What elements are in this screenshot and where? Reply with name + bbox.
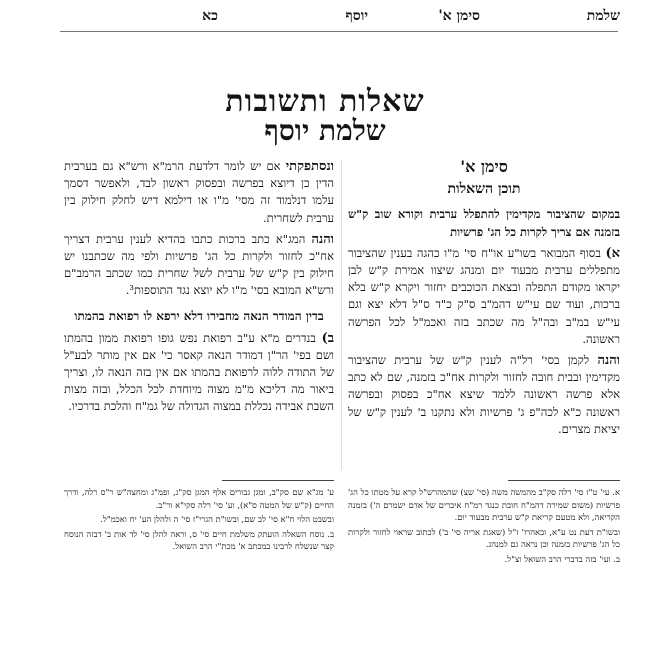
paragraph-vehine xyxy=(348,352,620,438)
paragraph-vehine-lead: והנה xyxy=(597,353,621,369)
paragraph-a-lead: א) xyxy=(605,245,620,261)
toc-heading: תוכן השאלות xyxy=(447,181,521,198)
paragraph-b xyxy=(64,330,334,416)
running-header xyxy=(20,8,630,28)
paragraph-nistapakti xyxy=(64,158,334,227)
paragraph-vehine-2-lead: והנה xyxy=(311,231,334,247)
paragraph-b-lead: ב) xyxy=(321,330,334,346)
footnotes-right xyxy=(348,486,620,567)
header-book-name: שלמת xyxy=(586,8,620,24)
column-divider xyxy=(341,160,342,470)
footnote-rule-right xyxy=(508,480,620,481)
paragraph-nistapakti-text: אם יש לומר דלדעת הרמ"א ורש"א גם בערבית הדין כן דיוצא בפרשה ובפסוק ראשון לבד, ולאפשר דסמך עלמו דנלמוד זה מסי' מ"ו או דילמא דיש לחלק חילוק בין ערבית לשחרית. xyxy=(64,159,334,225)
footnote: ובשו"ת דעת נט ע"א, ובאהרו' ז"ל (שאגת אריה סי' ב') לכתוב שראוי לחזור ולקרות כל הג' פרשיות בזמנה וכן נראה גם למנהג. xyxy=(348,526,620,549)
paragraph-vehine-text: לקמן בסי' רל"ה לענין ק"ש של ערבית שהציבור מקדימין ובבית חובה לחזור ולקרות אח"כ בזמנה, שם לא כתב אלא פרשה ראשונה ללמד שיצא אח"כ בפסוק ובפרשה ראשונה כ"א לכה"פ ג' פרשיות ולא נתקנו ב' לענין ק"ש של יציאת מצרים. xyxy=(348,353,620,436)
book-title-line1: שאלות ותשובות xyxy=(225,84,425,119)
footnote: ב. נוסח השאלה הועתק משלמת חיים סי' ס, וראה להלן סי' לד אות ב' דבזה הנוסח קצר שנשלח לרבינו במכתב א' מכת"י הרב השואל. xyxy=(64,528,334,551)
siman-heading: סימן א' xyxy=(460,157,508,176)
section-subheading: בדין המודר הנאה מחבירו דלא ירפא לו רפואת בהמתו xyxy=(74,308,324,323)
paragraph-a xyxy=(348,245,620,348)
paragraph-a-text: בסוף המבואר בשו"ע או"ח סי' מ"ו כהגה בענין שהציבור מתפללים ערבית מבעוד יום ומנהג שיצוו אמירת ק"ש לבן יקראו מקודם התפלה ובצאת הכוכבים יחזור ויקרא ק"ש בלא ברכות, ועוד שם עי"ש דהמ"ב ס"ק כ"ד ס"ל דלא יצא וגם עי"ש במ"ב ובה"ל מה שכתב בזה ואכמ"ל לכל הפרשה ראשונה. xyxy=(348,245,620,346)
footnotes-left xyxy=(64,486,334,555)
footnote: א. עי' ט"ז סי' רלה סק"ב מהמשה משה (סי' שצ) שהמהרש"ל קרא על מטתו כל הג' פרשיות (משום שמירה דהמ"ח חובת כנגד רמ"ח איברים של אדם ישמרם ה') בזמנה הקריאה, ולא מטעם קריאת ק"ש ערבית מבעוד יום. xyxy=(348,487,620,522)
header-siman: סימן א' xyxy=(438,8,480,24)
footnote-rule-left xyxy=(222,480,334,481)
footnote: ע' מג"א שם סק"ב, ומגן גבורים אלף המגן סק"ג, ופמ"ג ומחצה"ש ר"ס רלה, ודרך החיים (ק"ש של המטה ס"א), וע' סי' רלה סקי"א ור"ב. xyxy=(64,487,334,510)
book-title-line2: שלמת יוסף xyxy=(264,114,386,147)
paragraph-nistapakti-lead: ונסתפקתי xyxy=(285,159,335,174)
header-yosef: יוסף xyxy=(345,8,368,24)
paragraph-vehine-2-text: המג"א כתב ברכות כתבו בהדיא לענין ערבית דצריך אח"כ לחזור ולקרות כל הג' פרשיות ולפי מה שכתבנו יש חילוק בין ק"ש של ערבית לשל שחרית כמו שכתב הרמב"ם ורש"א המובא בסי' מ"ו לא יוצא נגד התוספות³. xyxy=(64,231,334,298)
right-column xyxy=(348,158,620,442)
left-column xyxy=(64,158,334,420)
footnote: ב. ועי' בזה בדברי הרב השואל וצ"ל. xyxy=(504,553,620,564)
header-rule xyxy=(60,31,618,32)
paragraph-vehine-2 xyxy=(64,231,334,300)
question-summary: במקום שהציבור מקדימין להתפלל ערבית וקורא שוב ק"ש בזמנה אם צריך לקרות כל הג' פרשיות xyxy=(348,207,620,239)
page-number: כא xyxy=(202,8,218,24)
footnote: ובשבט הלוי ח"א סי' לב שם, ובשו"ת הגרי"ז סי' ה ולהלן הע' יח ואכמ"ל. xyxy=(100,514,334,524)
paragraph-b-text: בנדרים מ"א ע"ב רפואת נפש גופו רפואת ממון בהמתו ושם בפי' הר"ן דמודר הנאה קאסר כי' אם אין מותר לבע"ל של התודה ללוה לרפואת בהמתו אם אין בזה הנאה לו, וצריך ביאור מה דליכא מ"מ מצוה מיוחדת לכל הכלל, ובזה מצות השבת אבידה נכללת במצוה הגדולה של גמ"ח והלכת בדרכיו. xyxy=(64,330,334,414)
